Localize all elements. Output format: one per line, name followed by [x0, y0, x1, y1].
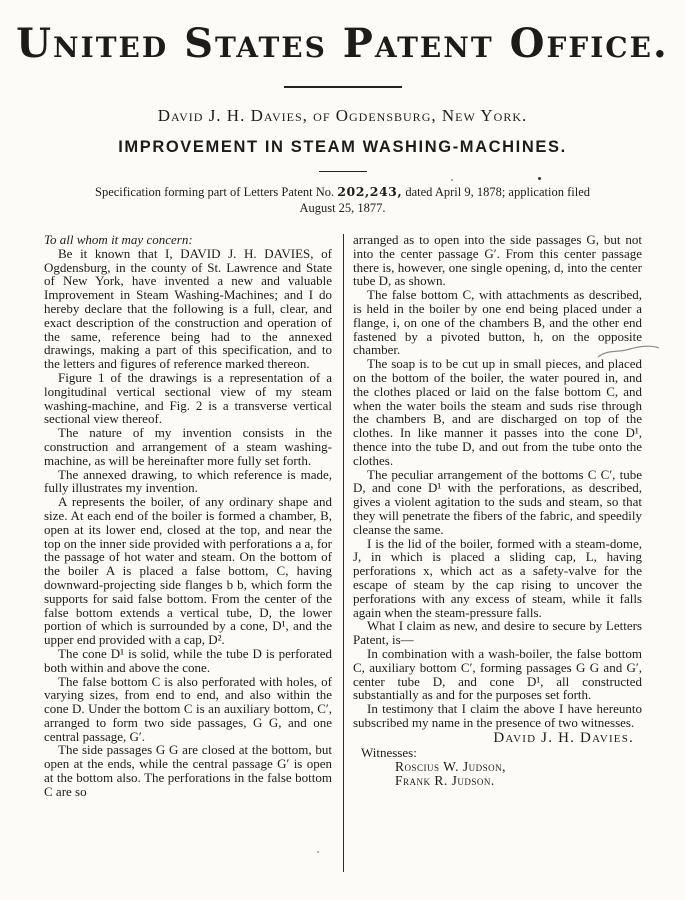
paragraph: Figure 1 of the drawings is a representation of a longitudinal vertical sectional view of my steam washing-machine, and Fig. 2 is a transverse vertical sectional view thereof. [44, 369, 332, 427]
paragraph: arranged as to open into the side passages G, but not into the center passage G′. From this center passage there is, however, one single opening, d, into the center tube D, as shown. [353, 232, 642, 289]
paragraph: A represents the boiler, of any ordinary shape and size. At each end of the boiler is formed a chamber, B, open at its lower end, closed at the top, and near the top on the inner side provided with perforations a a, for the passage of hot water and steam. On the bottom of the boiler A is placed a false bottom, C, having downward-projecting side flanges b b, which form the supports for said false bottom. From the center of the false bottom extends a vertical tube, D, the lower portion of which is surrounded by a cone, D¹, and the upper end provided with a cap, D². [44, 494, 332, 648]
specification-block [62, 184, 623, 216]
paragraph: The false bottom C, with attachments as described, is held in the boiler by one end being placed under a flange, i, on one of the chambers B, and the other end fastened by a pivoted button, h, on the opposite chamber. [353, 287, 642, 358]
specification-line-1 [62, 184, 623, 200]
specification-line-2: August 25, 1877. [299, 201, 386, 215]
inventor-line: David J. H. Davies, of Ogdensburg, New York. [157, 106, 528, 125]
invention-title: IMPROVEMENT IN STEAM WASHING-MACHINES. [118, 138, 567, 156]
paragraph: In testimony that I claim the above I have hereunto subscribed my name in the presence of two witnesses. [353, 701, 642, 730]
paragraph: Be it known that I, DAVID J. H. DAVIES, of Ogdensburg, in the county of St. Lawrence and State of New York, have invented a new and valuable Improvement in Steam Washing-Machines; and I do hereby declare that the following is a full, clear, and exact description of the construction and operation of the same, reference being had to the annexed drawings, making a part of this specification, and to the letters and figures of reference marked thereon. [44, 245, 332, 372]
paragraph: What I claim as new, and desire to secure by Letters Patent, is— [353, 618, 642, 648]
pen-squiggle-mark [596, 340, 662, 364]
page-title: United States Patent Office. [16, 20, 669, 67]
paragraph: In combination with a wash-boiler, the false bottom C, auxiliary bottom C′, forming passages G G and G′, center tube D, and cone D¹, all constructed substantially as and for the purposes set forth. [353, 645, 642, 703]
title-divider-rule [284, 86, 402, 88]
witness-name: Roscius W. Judson, [395, 759, 507, 775]
inventor-signature: David J. H. Davies. [493, 729, 634, 746]
paragraph: The annexed drawing, to which reference is made, fully illustrates my invention. [44, 466, 332, 496]
salutation-line: To all whom it may concern: [44, 232, 193, 247]
specification-prefix: Specification forming part of Letters Patent No. [95, 185, 338, 199]
paragraph: The false bottom C is also perforated with holes, of varying sizes, from end to end, and also within the cone D. Under the bottom C is an auxiliary bottom, C′, arranged to form two side passages, G G, and one central passage, G′. [44, 673, 332, 744]
right-column [353, 233, 642, 788]
column-divider-rule [343, 234, 344, 872]
paragraph: The nature of my invention consists in the construction and arrangement of a steam washing-machine, as will be hereinafter more fully set forth. [44, 425, 332, 468]
paragraph: The cone D¹ is solid, while the tube D is perforated both within and above the cone. [44, 645, 332, 675]
paragraph: The soap is to be cut up in small pieces, and placed on the bottom of the boiler, the water poured in, and the clothes placed or laid on the false bottom C, and when the water boils the steam and suds rise through the chambers B, and are discharged on top of the clothes. In like manner it passes into the cone D¹, thence into the tube D, and out from the tube onto the clothes. [353, 356, 642, 468]
paragraph: The peculiar arrangement of the bottoms C C′, tube D, and cone D¹ with the perforations, as described, gives a violent agitation to the suds and steam, so that they will penetrate the fibers of the fabric, and speedily cleanse the same. [353, 466, 642, 537]
witness-name: Frank R. Judson. [395, 773, 495, 789]
left-column [44, 233, 332, 799]
ink-speck [451, 179, 453, 181]
ink-speck [538, 177, 541, 180]
witnesses-label: Witnesses: [361, 745, 417, 761]
specification-suffix: dated April 9, 1878; application filed [402, 185, 590, 199]
ink-speck [317, 851, 319, 853]
paragraph: I is the lid of the boiler, formed with a steam-dome, J, in which is placed a sliding cap, L, having perforations x, which act as a safety-valve for the escape of steam by the cap rising to uncover the perforations with any excess of steam, while it falls again when the steam-pressure falls. [353, 535, 642, 620]
paragraph: The side passages G G are closed at the bottom, but open at the ends, while the central passage G′ is open at the bottom also. The perforations in the false bottom C are so [44, 742, 332, 799]
patent-number: 202,243, [337, 184, 403, 199]
heading-divider-rule [319, 171, 367, 172]
